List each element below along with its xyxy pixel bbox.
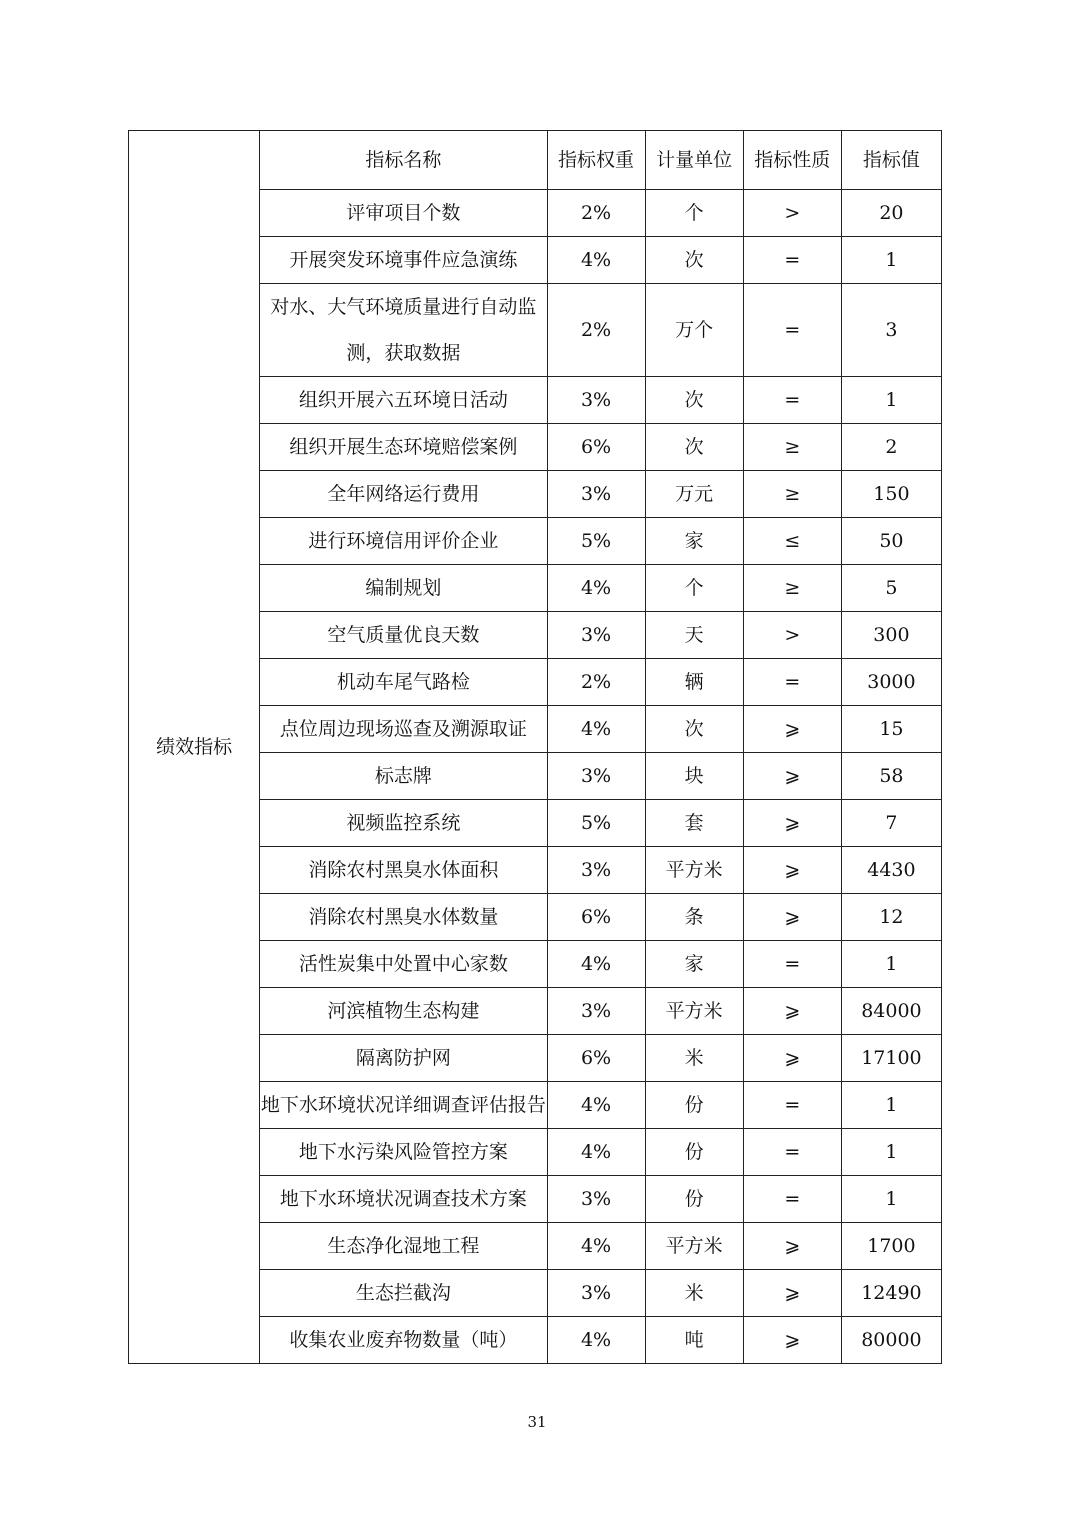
cell-unit: 平方米 [645,1223,743,1270]
cell-nature: ⩾ [743,753,841,800]
header-weight: 指标权重 [547,131,645,190]
cell-indicator-name: 空气质量优良天数 [260,612,547,659]
cell-nature: = [743,237,841,284]
cell-weight: 2% [547,659,645,706]
cell-nature: ≥ [743,424,841,471]
header-indicator-name: 指标名称 [260,131,547,190]
cell-nature: = [743,377,841,424]
cell-weight: 2% [547,284,645,377]
cell-indicator-name: 组织开展生态环境赔偿案例 [260,424,547,471]
cell-unit: 套 [645,800,743,847]
cell-unit: 万个 [645,284,743,377]
cell-indicator-name: 地下水环境状况调查技术方案 [260,1176,547,1223]
cell-indicator-name: 组织开展六五环境日活动 [260,377,547,424]
cell-indicator-name: 地下水环境状况详细调查评估报告 [260,1082,547,1129]
cell-nature: > [743,612,841,659]
cell-nature: ⩾ [743,800,841,847]
cell-weight: 4% [547,1317,645,1364]
header-value: 指标值 [841,131,941,190]
cell-weight: 4% [547,237,645,284]
cell-nature: ⩾ [743,1270,841,1317]
cell-nature: ⩾ [743,706,841,753]
cell-value: 84000 [841,988,941,1035]
cell-indicator-name: 活性炭集中处置中心家数 [260,941,547,988]
table-body [129,131,942,1364]
cell-nature: > [743,190,841,237]
header-nature: 指标性质 [743,131,841,190]
cell-value: 12490 [841,1270,941,1317]
cell-nature: = [743,1176,841,1223]
cell-indicator-name: 收集农业废弃物数量（吨） [260,1317,547,1364]
cell-indicator-name: 地下水污染风险管控方案 [260,1129,547,1176]
cell-weight: 4% [547,1223,645,1270]
cell-weight: 4% [547,941,645,988]
page-number: 31 [527,1413,547,1431]
cell-unit: 平方米 [645,847,743,894]
cell-unit: 条 [645,894,743,941]
cell-value: 1 [841,1176,941,1223]
cell-value: 58 [841,753,941,800]
cell-weight: 6% [547,424,645,471]
cell-weight: 5% [547,800,645,847]
cell-weight: 3% [547,471,645,518]
cell-value: 1 [841,237,941,284]
cell-unit: 米 [645,1035,743,1082]
cell-unit: 次 [645,237,743,284]
cell-weight: 4% [547,565,645,612]
cell-nature: ⩾ [743,894,841,941]
cell-weight: 3% [547,988,645,1035]
cell-unit: 家 [645,941,743,988]
cell-weight: 4% [547,1082,645,1129]
cell-weight: 6% [547,894,645,941]
cell-weight: 3% [547,377,645,424]
cell-indicator-name: 消除农村黑臭水体面积 [260,847,547,894]
cell-nature: ⩾ [743,1223,841,1270]
cell-indicator-name: 河滨植物生态构建 [260,988,547,1035]
cell-indicator-name: 对水、大气环境质量进行自动监测，获取数据 [260,284,547,377]
category-cell: 绩效指标 [129,131,260,1364]
cell-weight: 3% [547,612,645,659]
cell-value: 3 [841,284,941,377]
cell-unit: 天 [645,612,743,659]
cell-value: 80000 [841,1317,941,1364]
cell-weight: 3% [547,1270,645,1317]
cell-value: 3000 [841,659,941,706]
cell-unit: 块 [645,753,743,800]
cell-indicator-name: 开展突发环境事件应急演练 [260,237,547,284]
cell-weight: 3% [547,1176,645,1223]
cell-value: 17100 [841,1035,941,1082]
cell-weight: 2% [547,190,645,237]
cell-indicator-name: 标志牌 [260,753,547,800]
cell-value: 12 [841,894,941,941]
cell-indicator-name: 机动车尾气路检 [260,659,547,706]
table-header-row [129,131,942,190]
cell-value: 1700 [841,1223,941,1270]
cell-nature: ⩾ [743,1035,841,1082]
cell-unit: 辆 [645,659,743,706]
cell-indicator-name: 隔离防护网 [260,1035,547,1082]
cell-indicator-name: 编制规划 [260,565,547,612]
cell-unit: 份 [645,1129,743,1176]
cell-unit: 次 [645,377,743,424]
cell-unit: 平方米 [645,988,743,1035]
cell-unit: 万元 [645,471,743,518]
cell-indicator-name: 评审项目个数 [260,190,547,237]
cell-weight: 3% [547,847,645,894]
cell-nature: = [743,1082,841,1129]
cell-indicator-name: 点位周边现场巡查及溯源取证 [260,706,547,753]
cell-unit: 次 [645,424,743,471]
cell-unit: 次 [645,706,743,753]
cell-value: 150 [841,471,941,518]
cell-nature: = [743,284,841,377]
cell-nature: ⩾ [743,988,841,1035]
cell-indicator-name: 全年网络运行费用 [260,471,547,518]
cell-value: 1 [841,1129,941,1176]
cell-indicator-name: 生态净化湿地工程 [260,1223,547,1270]
cell-value: 1 [841,377,941,424]
cell-value: 5 [841,565,941,612]
cell-unit: 个 [645,565,743,612]
cell-value: 20 [841,190,941,237]
cell-value: 15 [841,706,941,753]
cell-nature: ⩾ [743,1317,841,1364]
cell-weight: 3% [547,753,645,800]
cell-nature: ⩾ [743,847,841,894]
performance-indicator-table [128,130,942,1364]
cell-weight: 5% [547,518,645,565]
cell-value: 4430 [841,847,941,894]
cell-nature: = [743,941,841,988]
cell-value: 50 [841,518,941,565]
cell-unit: 家 [645,518,743,565]
cell-unit: 米 [645,1270,743,1317]
cell-weight: 6% [547,1035,645,1082]
cell-indicator-name: 消除农村黑臭水体数量 [260,894,547,941]
cell-unit: 个 [645,190,743,237]
header-unit: 计量单位 [645,131,743,190]
cell-value: 7 [841,800,941,847]
cell-value: 1 [841,941,941,988]
cell-value: 300 [841,612,941,659]
cell-nature: = [743,1129,841,1176]
cell-indicator-name: 进行环境信用评价企业 [260,518,547,565]
cell-value: 1 [841,1082,941,1129]
cell-value: 2 [841,424,941,471]
cell-indicator-name: 视频监控系统 [260,800,547,847]
cell-weight: 4% [547,1129,645,1176]
cell-weight: 4% [547,706,645,753]
cell-indicator-name: 生态拦截沟 [260,1270,547,1317]
cell-nature: ≥ [743,565,841,612]
cell-nature: = [743,659,841,706]
cell-unit: 份 [645,1082,743,1129]
cell-nature: ≥ [743,471,841,518]
cell-unit: 份 [645,1176,743,1223]
cell-nature: ≤ [743,518,841,565]
cell-unit: 吨 [645,1317,743,1364]
